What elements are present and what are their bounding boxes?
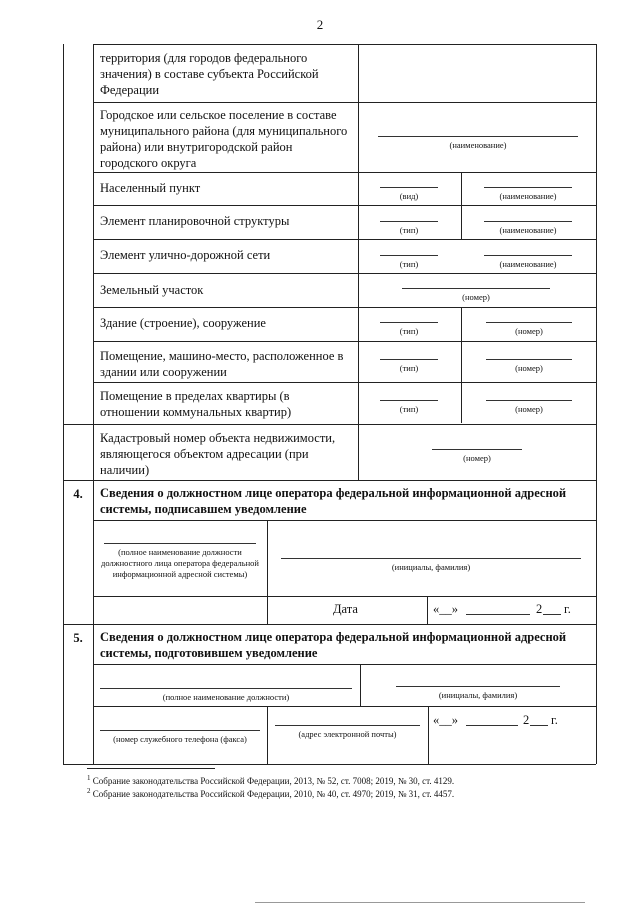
row-divider	[93, 307, 596, 308]
section4-divider	[267, 520, 268, 624]
caption-number: (номер)	[462, 292, 490, 302]
street-type-field[interactable]	[380, 255, 438, 256]
caption-type: (тип)	[399, 404, 419, 414]
section4-year-field[interactable]	[543, 614, 561, 615]
section-number-divider	[93, 480, 94, 764]
section5-year-prefix: 2	[523, 713, 530, 727]
caption-type: (тип)	[399, 326, 419, 336]
section5-email-caption: (адрес электронной почты)	[298, 729, 397, 739]
section5-date-day[interactable]: «__»	[433, 713, 458, 727]
section5-date-month-field[interactable]	[466, 725, 518, 726]
section5-year-suffix: г.	[551, 713, 558, 727]
section4-initials-caption: (инициалы, фамилия)	[391, 562, 471, 572]
row-label-premises-in-flat: Помещение в пределах квартиры (в отношении коммунальных квартир)	[100, 389, 292, 419]
footnote-separator	[87, 768, 215, 769]
row-divider	[93, 382, 596, 383]
section4-initials-field[interactable]	[281, 558, 581, 559]
row-divider	[93, 273, 596, 274]
row-divider	[63, 624, 596, 625]
section4-date-label: Дата	[333, 602, 358, 616]
caption-type: (тип)	[399, 225, 419, 235]
subvalue-divider	[461, 307, 462, 423]
section4-position-field[interactable]	[104, 543, 256, 544]
row-label-locality: Населенный пункт	[100, 181, 201, 195]
caption-number: (номер)	[463, 453, 491, 463]
section5-divider	[360, 664, 361, 706]
section5-email-field[interactable]	[275, 725, 420, 726]
section5-heading: Сведения о должностном лице оператора федеральной информационной адресной системы, подготовившем уведомление	[100, 630, 567, 660]
footnote-2-mark: 2	[87, 787, 91, 795]
row-label-cadastral: Кадастровый номер объекта недвижимости, являющегося объектом адресации (при наличии)	[100, 431, 336, 477]
section5-phone-caption: (номер служебного телефона (факса)	[113, 734, 247, 744]
settlement-name-field[interactable]	[378, 136, 578, 137]
row-divider	[93, 596, 596, 597]
flat-premises-type-field[interactable]	[380, 400, 438, 401]
row-divider	[63, 480, 596, 481]
cadastral-number-field[interactable]	[432, 449, 522, 450]
section4-year-suffix: г.	[564, 602, 571, 616]
section5-number: 5.	[73, 631, 83, 645]
row-label-settlement: Городское или сельское поселение в составе муниципального района (для муниципального района) или внутригородской район городского округа	[100, 108, 348, 170]
section4-date-divider	[427, 596, 428, 624]
page-bottom-edge	[255, 902, 585, 903]
flat-premises-number-field[interactable]	[486, 400, 572, 401]
footnote-1-text: Собрание законодательства Российской Федерации, 2013, № 52, ст. 7008; 2019, № 30, ст. 4129.	[92, 776, 455, 786]
row-divider	[93, 520, 596, 521]
table-top-border	[93, 44, 596, 45]
section4-position-caption: (полное наименование должности должностного лица оператора федеральной информационной адресной системы)	[101, 547, 259, 579]
row-divider	[93, 102, 596, 103]
row-label-territory: территория (для городов федерального значения) в составе субъекта Российской Федерации	[100, 51, 319, 97]
premises-number-field[interactable]	[486, 359, 572, 360]
section5-initials-field[interactable]	[396, 686, 560, 687]
planning-type-field[interactable]	[380, 221, 438, 222]
row-divider	[93, 341, 596, 342]
caption-type: (тип)	[399, 259, 419, 269]
row-label-land-plot: Земельный участок	[100, 283, 204, 297]
section5-year-field[interactable]	[530, 725, 548, 726]
premises-type-field[interactable]	[380, 359, 438, 360]
page-number: 2	[316, 17, 324, 32]
building-type-field[interactable]	[380, 322, 438, 323]
row-divider	[93, 664, 596, 665]
row-label-building: Здание (строение), сооружение	[100, 316, 266, 330]
section5-position-caption: (полное наименование должности)	[162, 692, 290, 702]
caption-kind: (вид)	[399, 191, 419, 201]
row-divider	[93, 172, 596, 173]
section5-phone-field[interactable]	[100, 730, 260, 731]
caption-name: (наименование)	[499, 259, 557, 269]
row-divider	[93, 239, 596, 240]
section5-position-field[interactable]	[100, 688, 352, 689]
caption-number: (номер)	[515, 326, 543, 336]
planning-name-field[interactable]	[484, 221, 572, 222]
section5-divider	[267, 706, 268, 764]
table-bottom-border	[63, 764, 596, 765]
caption-name: (наименование)	[499, 225, 557, 235]
caption-name: (наименование)	[449, 140, 507, 150]
section5-initials-caption: (инициалы, фамилия)	[438, 690, 518, 700]
inner-left-border	[93, 44, 94, 480]
footnote-2	[87, 785, 607, 800]
row-label-premises-in-building: Помещение, машино-место, расположенное в здании или сооружении	[100, 349, 344, 379]
caption-type: (тип)	[399, 363, 419, 373]
row-label-street-element: Элемент улично-дорожной сети	[100, 248, 271, 262]
locality-name-field[interactable]	[484, 187, 572, 188]
value-column-divider	[358, 44, 359, 480]
footnote-1-mark: 1	[87, 774, 91, 782]
section5-divider	[428, 706, 429, 764]
caption-name: (наименование)	[499, 191, 557, 201]
section4-heading: Сведения о должностном лице оператора федеральной информационной адресной системы, подписавшем уведомление	[100, 486, 567, 516]
footnote-2-text: Собрание законодательства Российской Федерации, 2010, № 40, ст. 4970; 2019, № 31, ст. 4457.	[92, 789, 455, 799]
row-divider	[63, 424, 596, 425]
table-right-border	[596, 44, 597, 764]
row-label-planning-element: Элемент планировочной структуры	[100, 214, 290, 228]
section4-date-day[interactable]: «__»	[433, 602, 458, 616]
row-divider	[93, 706, 596, 707]
street-name-field[interactable]	[484, 255, 572, 256]
land-plot-number-field[interactable]	[402, 288, 550, 289]
locality-kind-field[interactable]	[380, 187, 438, 188]
caption-number: (номер)	[515, 363, 543, 373]
caption-number: (номер)	[515, 404, 543, 414]
section4-date-month-field[interactable]	[466, 614, 530, 615]
table-left-border	[63, 44, 64, 764]
section4-number: 4.	[73, 487, 83, 501]
building-number-field[interactable]	[486, 322, 572, 323]
section4-year-prefix: 2	[536, 602, 543, 616]
row-divider	[93, 205, 596, 206]
